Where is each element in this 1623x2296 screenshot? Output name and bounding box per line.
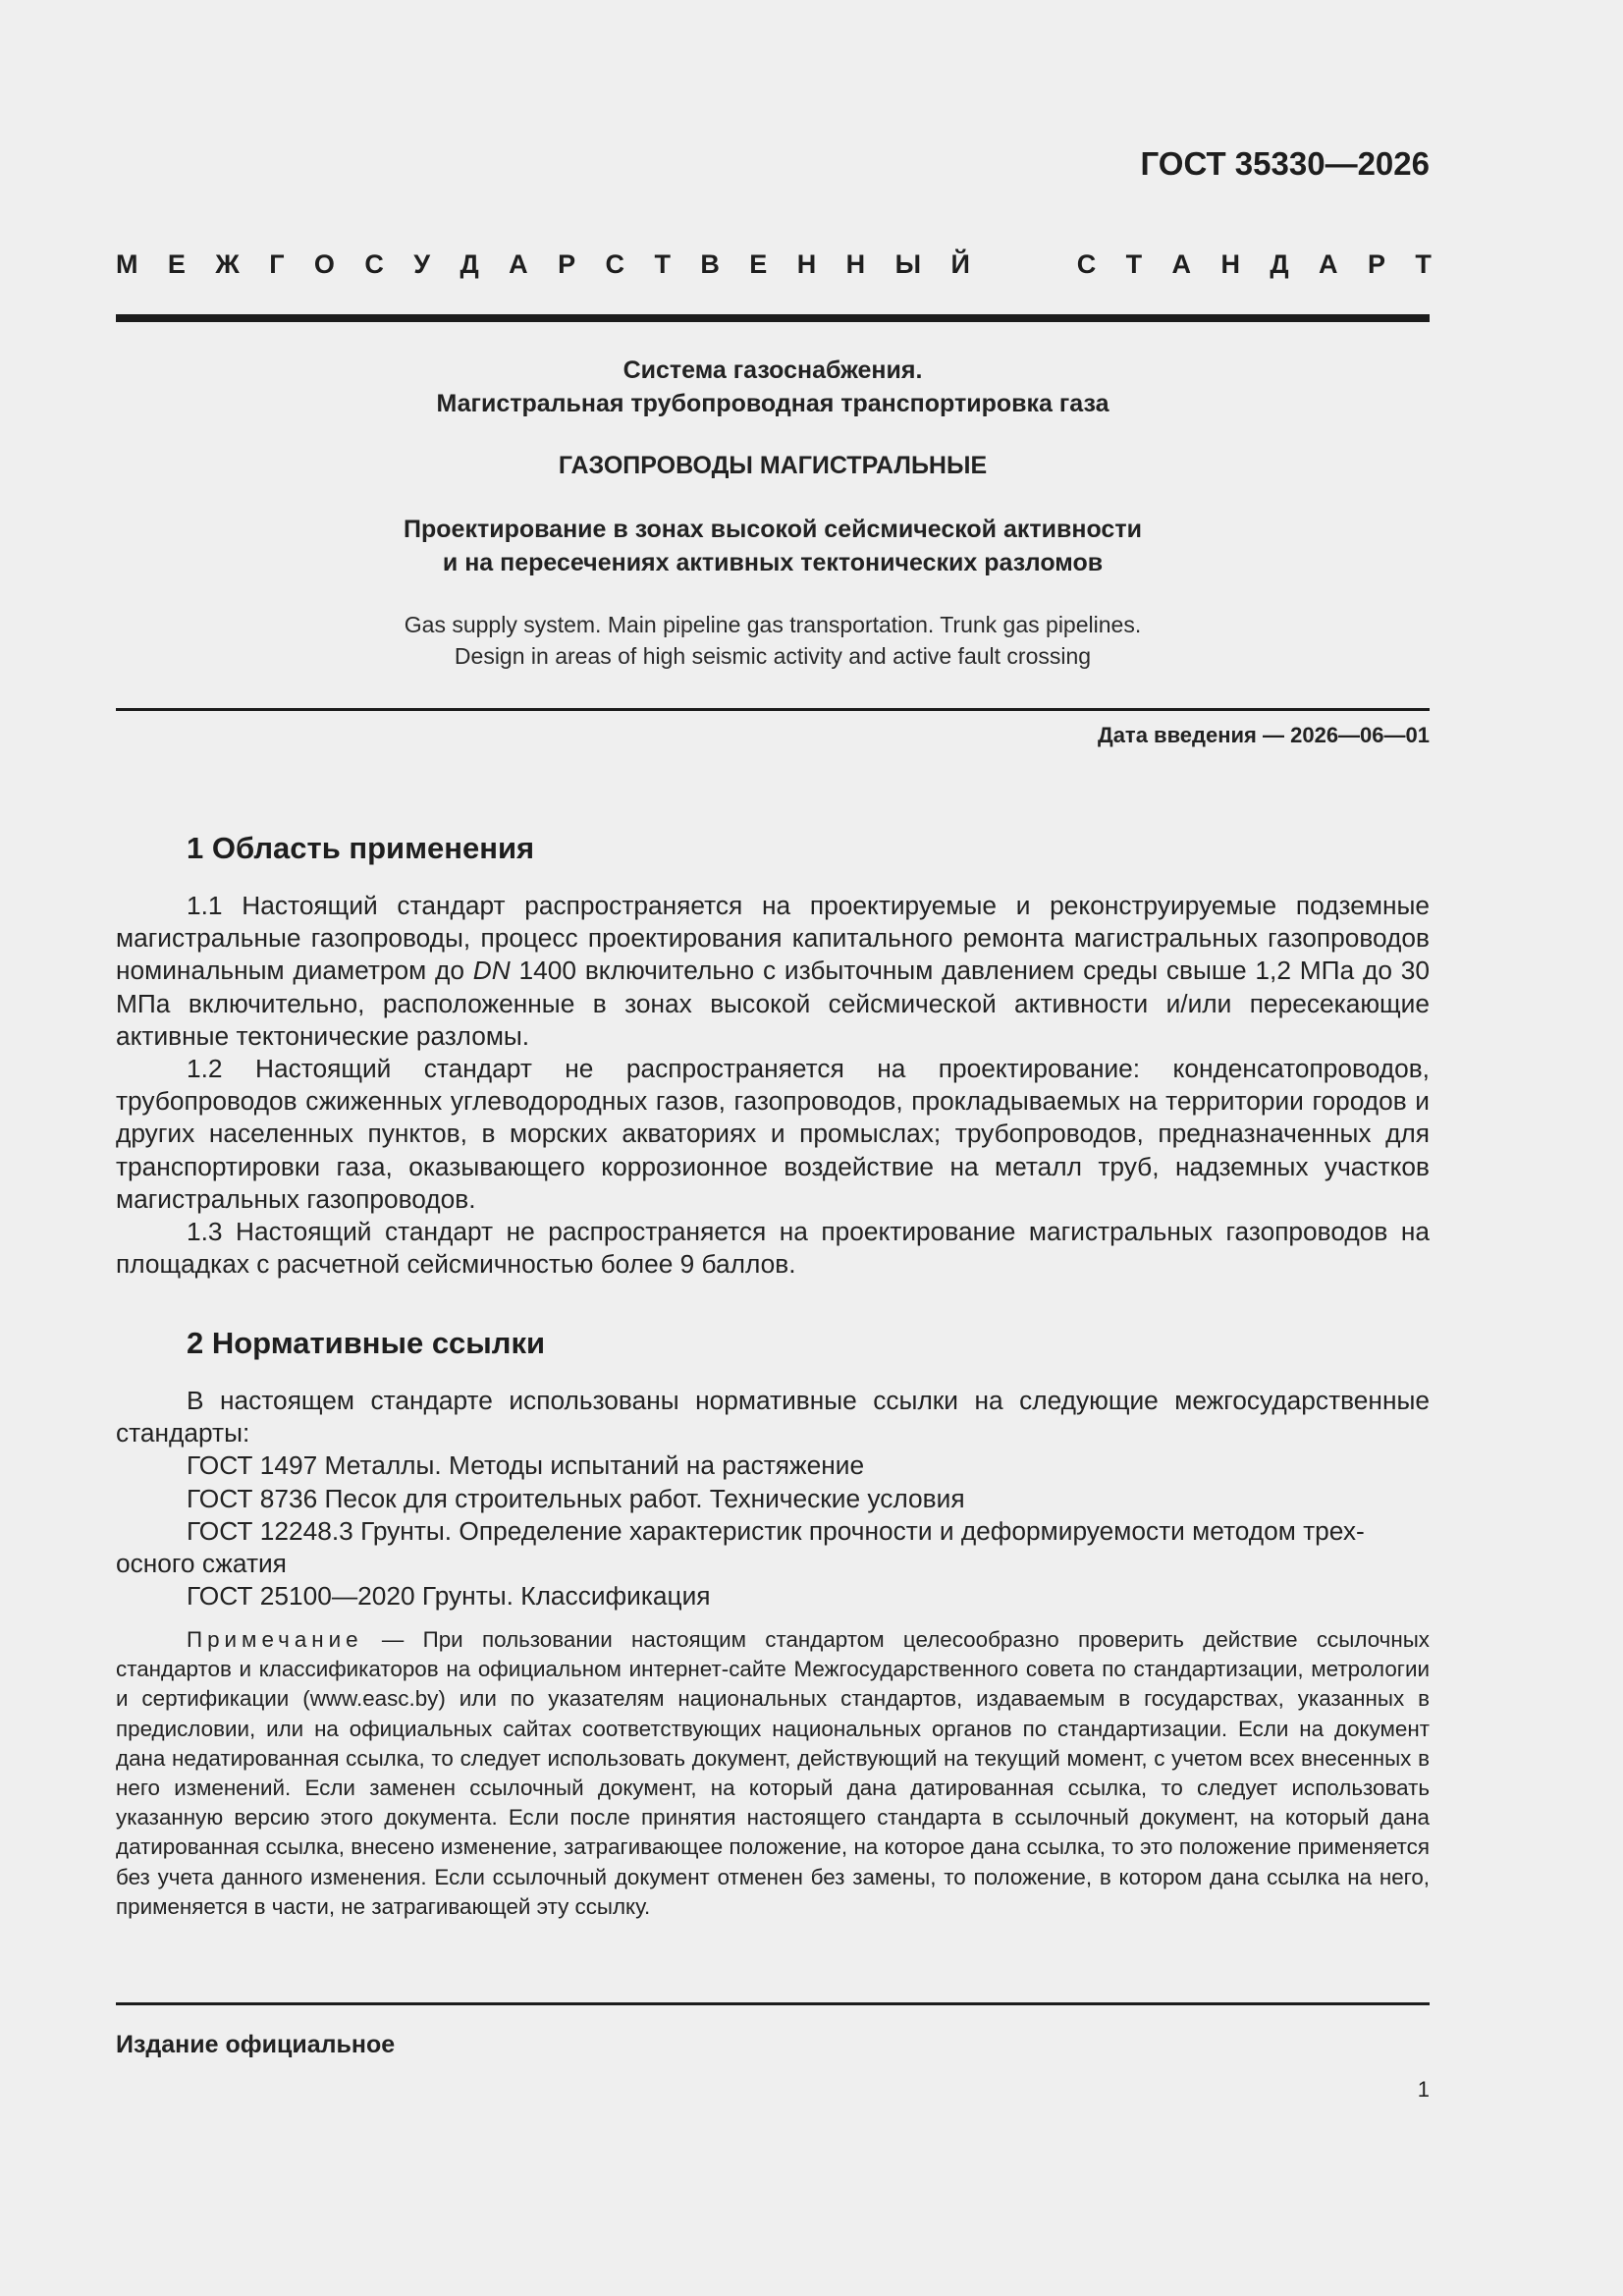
paragraph-1-2: 1.2 Настоящий стандарт не распространяется на проектирование: конденсатопроводов, трубопроводов сжиженных углеводородных газов, газопроводов, прокладываемых на территории городов и других населенных пунктов, в морских акваториях и промыслах; трубопроводов, предназначенных для транспортировки газа, оказывающего коррозионное воздействие на металл труб, надземных участков магистральных газопроводов.	[116, 1054, 1430, 1214]
section-2-body	[116, 1385, 1430, 1613]
banner-letter: Ж	[215, 249, 240, 279]
banner-letter: Н	[1220, 249, 1240, 279]
system-title-line2: Магистральная трубопроводная транспортировка газа	[436, 390, 1109, 417]
page-number: 1	[1417, 2077, 1430, 2102]
banner-letter: Ы	[894, 249, 922, 279]
paragraph-1-1: 1.1 Настоящий стандарт распространяется на проектируемые и реконструируемые подземные магистральные газопроводы, процесс проектирования капитального ремонта магистральных газопроводов номинальным диаметром до DN 1400 включительно с избыточным давлением среды свыше 1,2 МПа до 30 МПа включительно, расположенные в зонах высокой сейсмической активности и/или пересекающие активные тектонические разломы.	[116, 891, 1430, 1051]
main-title: ГАЗОПРОВОДЫ МАГИСТРАЛЬНЫЕ	[558, 452, 988, 479]
banner-letter: У	[413, 249, 431, 279]
document-number: ГОСТ 35330—2026	[1140, 145, 1430, 182]
english-title	[116, 609, 1430, 672]
reference-item: ГОСТ 25100—2020 Грунты. Классификация	[187, 1581, 711, 1612]
banner-letter: Д	[460, 249, 479, 279]
banner-letter: А	[1319, 249, 1338, 279]
banner-letter: Е	[167, 249, 186, 279]
section-2-intro: В настоящем стандарте использованы нормативные ссылки на следующие межгосударственные стандарты:	[116, 1386, 1430, 1449]
banner-letter: Т	[1125, 249, 1143, 279]
reference-item-continuation: осного сжатия	[116, 1549, 287, 1579]
section-1-body	[116, 890, 1430, 1281]
banner-letter: Т	[1415, 249, 1432, 279]
english-title-line1: Gas supply system. Main pipeline gas transportation. Trunk gas pipelines.	[404, 612, 1142, 637]
nominal-diameter-symbol: DN	[472, 956, 511, 986]
banner-letter: Г	[269, 249, 285, 279]
banner-letter: Й	[950, 249, 970, 279]
subtitle-line1: Проектирование в зонах высокой сейсмической активности	[404, 516, 1142, 543]
header-divider	[116, 314, 1430, 322]
footer-divider	[116, 2002, 1430, 2005]
banner-letter: Р	[1367, 249, 1385, 279]
banner-letter: Н	[845, 249, 866, 279]
banner-letter: А	[1171, 249, 1192, 279]
introduction-date: Дата введения — 2026—06—01	[1098, 723, 1430, 747]
banner-letter: О	[313, 249, 335, 279]
subtitle	[116, 513, 1430, 579]
banner-letter: С	[605, 249, 625, 279]
system-title-line1: Система газоснабжения.	[622, 356, 923, 384]
note-label: Примечание	[187, 1627, 363, 1652]
paragraph-1-3: 1.3 Настоящий стандарт не распространяется на проектирование магистральных газопроводов на площадках с расчетной сейсмичностью более 9 баллов.	[116, 1217, 1430, 1280]
banner-letter: М	[116, 249, 138, 279]
note-text: — При пользовании настоящим стандартом целесообразно проверить действие ссылочных стандартов и классификаторов на официальном интернет-сайте Межгосударственного совета по стандартизации, метрологии и сертификации (www.easc.by) или по указателям национальных стандартов, издаваемым в государствах, указанных в предисловии, или на официальных сайтах соответствующих национальных органов по стандартизации. Если на документ дана недатированная ссылка, то следует использовать документ, действующий на текущий момент, с учетом всех внесенных в него изменений. Если заменен ссылочный документ, на который дана датированная ссылка, то следует использовать указанную версию этого документа. Если после принятия настоящего стандарта в ссылочный документ, на который дана датированная ссылка, внесено изменение, затрагивающее положение, на которое дана ссылка, то это положение применяется без учета данного изменения. Если ссылочный документ отменен без замены, то положение, в котором дана ссылка на него, применяется в части, не затрагивающей эту ссылку.	[116, 1627, 1430, 1919]
banner-letter: А	[509, 249, 528, 279]
english-title-line2: Design in areas of high seismic activity and active fault crossing	[454, 643, 1092, 669]
banner-letter: С	[364, 249, 384, 279]
banner-letter: Н	[796, 249, 817, 279]
interstate-standard-banner	[116, 249, 1432, 280]
banner-word-gap	[1000, 249, 1047, 280]
reference-item: ГОСТ 12248.3 Грунты. Определение характеристик прочности и деформируемости методом трех-	[187, 1515, 1365, 1546]
reference-item: ГОСТ 8736 Песок для строительных работ. Технические условия	[187, 1483, 965, 1513]
banner-letter: С	[1076, 249, 1097, 279]
banner-letter: Р	[558, 249, 576, 279]
reference-item: ГОСТ 1497 Металлы. Методы испытаний на растяжение	[187, 1450, 865, 1481]
banner-letter: Е	[749, 249, 768, 279]
section-2-title: 2 Нормативные ссылки	[187, 1326, 546, 1360]
banner-letter: Т	[654, 249, 671, 279]
official-edition-label: Издание официальное	[116, 2031, 396, 2058]
banner-letter: В	[700, 249, 720, 279]
banner-letter: Д	[1270, 249, 1289, 279]
subtitle-line2: и на пересечениях активных тектонических разломов	[442, 549, 1104, 576]
title-divider	[116, 708, 1430, 711]
system-title	[116, 354, 1430, 420]
section-1-title: 1 Область применения	[187, 831, 535, 865]
note	[116, 1625, 1430, 1922]
